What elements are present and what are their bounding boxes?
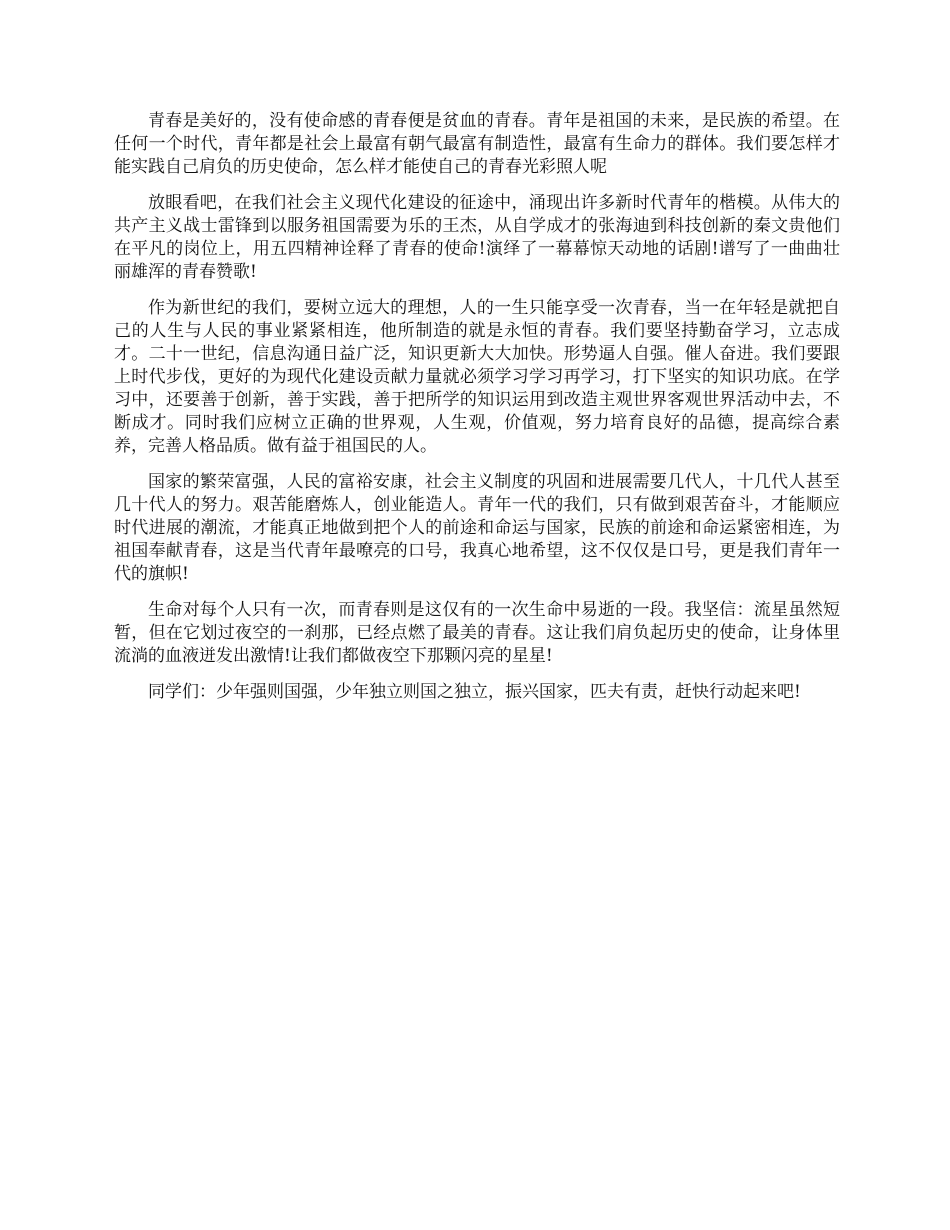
document-body [114,110,840,717]
paragraph-2: 放眼看吧，在我们社会主义现代化建设的征途中，涌现出许多新时代青年的楷模。从伟大的共产主义战士雷锋到以服务祖国需要为乐的王杰，从自学成才的张海迪到科技创新的秦文贵他们在平凡的岗位上，用五四精神诠释了青春的使命!演绎了一幕幕惊天动地的话剧!谱写了一曲曲壮丽雄浑的青春赞歌! [114,193,840,282]
paragraph-1: 青春是美好的，没有使命感的青春便是贫血的青春。青年是祖国的未来，是民族的希望。在任何一个时代，青年都是社会上最富有朝气最富有制造性，最富有生命力的群体。我们要怎样才能实践自己肩负的历史使命，怎么样才能使自己的青春光彩照人呢 [114,111,840,177]
paragraph-6: 同学们：少年强则国强，少年独立则国之独立，振兴国家，匹夫有责，赶快行动起来吧! [148,682,801,702]
paragraph-4: 国家的繁荣富强，人民的富裕安康，社会主义制度的巩固和进展需要几代人，十几代人甚至几十代人的努力。艰苦能磨炼人，创业能造人。青年一代的我们，只有做到艰苦奋斗，才能顺应时代进展的潮流，才能真正地做到把个人的前途和命运与国家，民族的前途和命运紧密相连，为祖国奉献青春，这是当代青年最嘹亮的口号，我真心地希望，这不仅仅是口号，更是我们青年一代的旗帜! [114,472,840,584]
paragraph-5: 生命对每个人只有一次，而青春则是这仅有的一次生命中易逝的一段。我坚信：流星虽然短暂，但在它划过夜空的一刹那，已经点燃了最美的青春。这让我们肩负起历史的使命，让身体里流淌的血液迸发出激情!让我们都做夜空下那颗闪亮的星星! [114,600,840,666]
paragraph-3: 作为新世纪的我们，要树立远大的理想，人的一生只能享受一次青春，当一在年轻是就把自己的人生与人民的事业紧紧相连，他所制造的就是永恒的青春。我们要坚持勤奋学习，立志成才。二十一世纪，信息沟通日益广泛，知识更新大大加快。形势逼人自强。催人奋进。我们要跟上时代步伐，更好的为现代化建设贡献力量就必须学习学习再学习，打下坚实的知识功底。在学习中，还要善于创新，善于实践，善于把所学的知识运用到改造主观世界客观世界活动中去，不断成才。同时我们应树立正确的世界观，人生观，价值观，努力培育良好的品德，提高综合素养，完善人格品质。做有益于祖国民的人。 [114,298,840,456]
